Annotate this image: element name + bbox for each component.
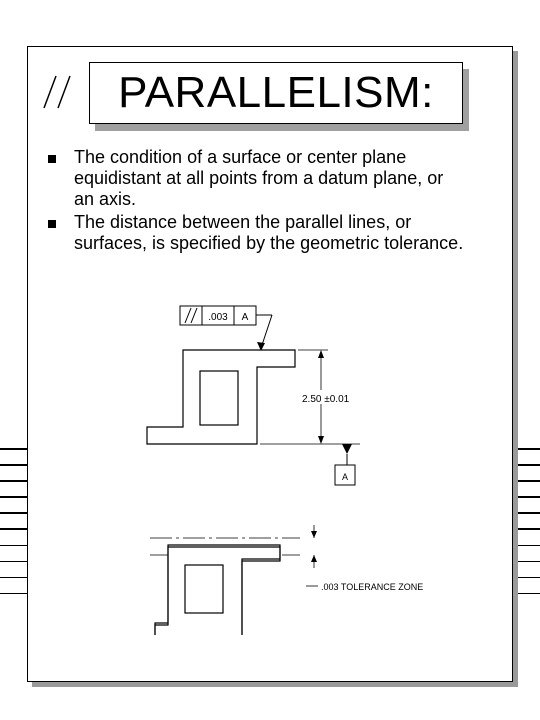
parallelism-symbol-icon (40, 74, 76, 110)
fcf-tolerance: .003 (208, 312, 228, 323)
list-item (48, 212, 468, 254)
datum-feature-symbol (335, 444, 355, 485)
parallelism-drawing (130, 295, 490, 635)
tolerance-zone-label: .003 TOLERANCE ZONE (321, 582, 424, 592)
upper-part (147, 350, 295, 444)
bullet-square-icon (48, 155, 56, 163)
feature-control-frame (180, 306, 272, 351)
datum-label: A (341, 472, 349, 482)
bullet-text: The condition of a surface or center plane equidistant at all points from a datum plane, or an axis. (74, 147, 444, 209)
bullet-text: The distance between the parallel lines, or surfaces, is specified by the geometric tolerance. (74, 212, 464, 253)
page-title: PARALLELISM: (118, 68, 434, 117)
dimension-label: 2.50 ±0.01 (302, 394, 350, 405)
bullet-square-icon (48, 220, 56, 228)
tolerance-zone-view (150, 525, 423, 635)
fcf-datum: A (241, 312, 249, 323)
bullet-list (48, 147, 468, 256)
list-item (48, 147, 468, 210)
title-box (89, 62, 463, 124)
